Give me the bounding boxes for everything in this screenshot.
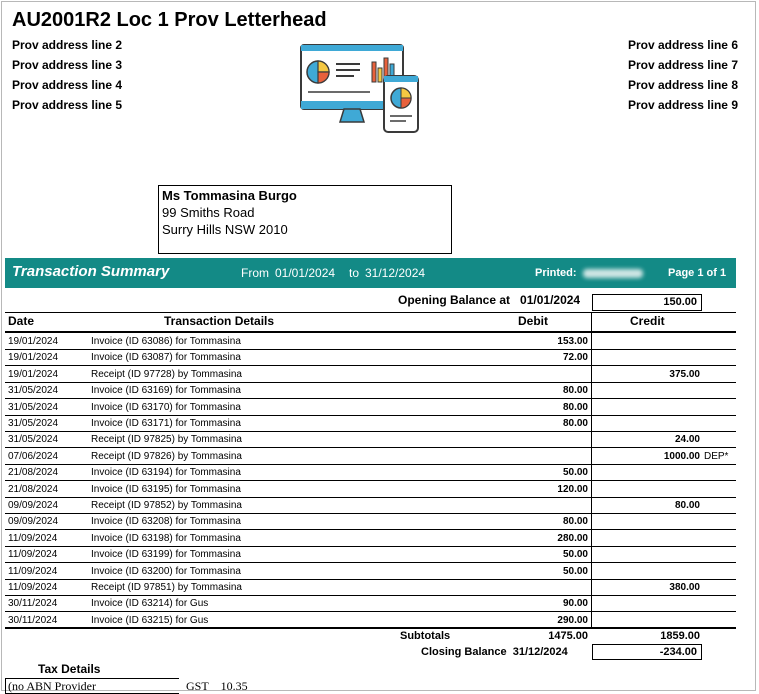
subtotals-label: Subtotals [400, 630, 451, 642]
recipient-city: Surry Hills NSW 2010 [162, 222, 288, 237]
address-line-2: Prov address line 2 [12, 38, 123, 52]
transaction-details: Invoice (ID 63214) for Gus [91, 598, 209, 610]
header-top-rule [5, 312, 736, 313]
transaction-details: Invoice (ID 63198) for Tommasina [91, 532, 241, 544]
printed-label-text: Printed: [535, 267, 577, 279]
gst-label: GST [186, 679, 209, 693]
closing-balance-label [421, 646, 568, 658]
table-row [5, 399, 736, 416]
transaction-details: Invoice (ID 63200) for Tommasina [91, 565, 241, 577]
tax-provider: (no ABN Provider [5, 678, 179, 694]
computer-and-phone-charts-icon [300, 44, 420, 134]
transaction-debit: 50.00 [562, 467, 588, 479]
opening-balance-text: Opening Balance at [398, 293, 511, 307]
debit-subtotal: 1475.00 [548, 630, 588, 642]
closing-balance-text: Closing Balance [421, 646, 507, 658]
transaction-details: Invoice (ID 63170) for Tommasina [91, 401, 241, 413]
from-date: 01/01/2024 [275, 266, 336, 280]
table-row [5, 448, 736, 465]
transaction-date: 21/08/2024 [8, 467, 59, 479]
transaction-date: 07/06/2024 [8, 450, 59, 462]
address-line-6: Prov address line 6 [627, 38, 738, 52]
transaction-date: 19/01/2024 [8, 352, 59, 364]
transaction-details: Invoice (ID 63208) for Tommasina [91, 516, 241, 528]
transaction-details: Invoice (ID 63199) for Tommasina [91, 549, 241, 561]
closing-balance-value: -234.00 [592, 644, 702, 660]
table-row [5, 513, 736, 530]
address-line-4: Prov address line 4 [12, 78, 123, 92]
recipient-street: 99 Smiths Road [162, 205, 255, 220]
address-line-7: Prov address line 7 [627, 58, 738, 72]
address-line-8: Prov address line 8 [627, 78, 738, 92]
transaction-debit: 80.00 [562, 516, 588, 528]
transaction-date: 11/09/2024 [8, 549, 58, 561]
transaction-date: 11/09/2024 [8, 582, 58, 593]
transaction-date: 31/05/2024 [8, 434, 59, 446]
column-credit: Credit [630, 314, 665, 328]
from-label: From [241, 266, 269, 280]
transaction-credit: 80.00 [674, 500, 700, 511]
table-bottom-rule [5, 627, 736, 629]
closing-balance-date: 31/12/2024 [512, 646, 568, 658]
gst-value: 10.35 [220, 679, 248, 693]
transaction-credit: 375.00 [669, 368, 700, 380]
table-row [5, 431, 736, 448]
table-row [5, 579, 736, 596]
transaction-date: 21/08/2024 [8, 483, 59, 495]
transaction-details: Receipt (ID 97728) by Tommasina [91, 368, 242, 380]
transaction-date: 19/01/2024 [8, 336, 59, 347]
tax-details-title: Tax Details [38, 662, 101, 676]
transaction-debit: 50.00 [562, 565, 588, 577]
table-row [5, 349, 736, 366]
transaction-debit: 50.00 [562, 549, 588, 561]
table-row [5, 530, 736, 547]
table-row [5, 546, 736, 563]
transaction-date: 11/09/2024 [8, 565, 58, 577]
transaction-details: Receipt (ID 97851) by Tommasina [91, 582, 242, 593]
table-row [5, 333, 736, 350]
recipient-address-box [158, 185, 452, 254]
transaction-debit: 72.00 [562, 352, 588, 364]
table-row [5, 382, 736, 399]
table-row [5, 563, 736, 580]
transaction-details: Invoice (ID 63215) for Gus [91, 614, 209, 626]
column-date: Date [8, 314, 35, 328]
transaction-debit: 120.00 [557, 483, 588, 495]
transaction-summary-band [5, 258, 736, 288]
transaction-debit: 153.00 [557, 336, 588, 347]
printed-label [535, 267, 643, 279]
transaction-date: 09/09/2024 [8, 500, 59, 511]
transaction-date: 31/05/2024 [8, 418, 59, 429]
transaction-date: 19/01/2024 [8, 368, 59, 380]
transaction-debit: 80.00 [562, 401, 588, 413]
transaction-date: 30/11/2024 [8, 598, 58, 610]
transaction-date: 31/05/2024 [8, 385, 59, 397]
transaction-date: 30/11/2024 [8, 614, 58, 626]
transaction-credit: 24.00 [674, 434, 700, 446]
transaction-debit: 290.00 [557, 614, 588, 626]
column-debit: Debit [518, 314, 548, 328]
table-row [5, 415, 736, 432]
table-row [5, 464, 736, 481]
redacted-printed-date [583, 269, 643, 278]
letterhead-title: AU2001R2 Loc 1 Prov Letterhead [12, 9, 327, 31]
transaction-credit: 380.00 [669, 582, 700, 593]
transaction-date: 31/05/2024 [8, 401, 59, 413]
address-line-3: Prov address line 3 [12, 58, 123, 72]
address-line-9: Prov address line 9 [627, 98, 738, 112]
column-details: Transaction Details [164, 314, 275, 328]
table-row [5, 366, 736, 383]
opening-balance-date: 01/01/2024 [520, 293, 581, 307]
transaction-debit: 90.00 [562, 598, 588, 610]
recipient-name: Ms Tommasina Burgo [162, 188, 297, 203]
transaction-date: 09/09/2024 [8, 516, 59, 528]
table-row [5, 481, 736, 498]
to-date: 31/12/2024 [365, 266, 426, 280]
transaction-details: Invoice (ID 63195) for Tommasina [91, 483, 241, 495]
credit-subtotal: 1859.00 [660, 630, 700, 642]
table-row [5, 595, 736, 612]
credit-column-divider [591, 312, 592, 627]
transaction-debit: 80.00 [562, 385, 588, 397]
transaction-details: Invoice (ID 63087) for Tommasina [91, 352, 241, 364]
transaction-details: Receipt (ID 97825) by Tommasina [91, 434, 242, 446]
page-indicator: Page 1 of 1 [668, 267, 727, 279]
transaction-debit: 80.00 [562, 418, 588, 429]
transaction-details: Invoice (ID 63169) for Tommasina [91, 385, 241, 397]
table-row [5, 497, 736, 514]
transaction-details: Invoice (ID 63194) for Tommasina [91, 467, 241, 479]
transaction-debit: 280.00 [557, 532, 588, 544]
transaction-details: Invoice (ID 63171) for Tommasina [91, 418, 241, 429]
transaction-flag: DEP* [704, 450, 729, 462]
summary-title: Transaction Summary [12, 263, 170, 280]
tax-gst [186, 679, 248, 694]
to-label: to [349, 266, 360, 280]
opening-balance-label [398, 293, 580, 307]
transaction-date: 11/09/2024 [8, 532, 58, 544]
transaction-details: Invoice (ID 63086) for Tommasina [91, 336, 241, 347]
transaction-credit: 1000.00 [663, 450, 700, 462]
address-line-5: Prov address line 5 [12, 98, 123, 112]
opening-balance-value: 150.00 [592, 294, 702, 311]
transaction-details: Receipt (ID 97852) by Tommasina [91, 500, 242, 511]
transaction-details: Receipt (ID 97826) by Tommasina [91, 450, 242, 462]
